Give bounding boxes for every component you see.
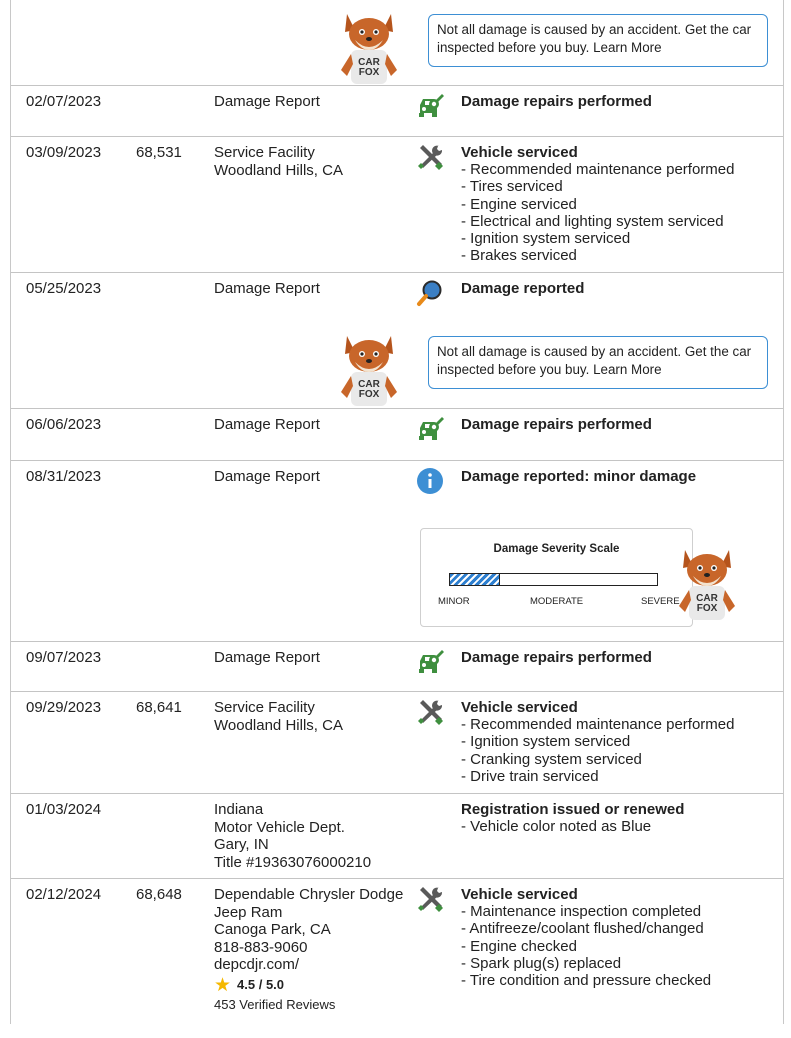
source-line: Woodland Hills, CA	[214, 161, 343, 179]
learn-more-link[interactable]: Learn More	[593, 39, 662, 55]
detail-item: - Antifreeze/coolant flushed/changed	[461, 920, 711, 937]
severity-label-severe: SEVERE	[641, 596, 680, 607]
carfox-mascot	[333, 10, 405, 86]
source-line: 818-883-9060	[214, 938, 308, 956]
record-source	[214, 93, 320, 111]
carfox-mascot	[333, 332, 405, 408]
source-line: Jeep Ram	[214, 903, 283, 921]
record-source	[214, 144, 343, 179]
inspection-callout: Not all damage is caused by an accident. Get the car inspected before you buy. Learn More	[428, 14, 768, 67]
record-date: 03/09/2023	[26, 144, 102, 161]
fox-shirt-line1: CAR	[358, 57, 380, 68]
record-date: 06/06/2023	[26, 416, 102, 433]
source-line: Motor Vehicle Dept.	[214, 818, 345, 836]
record-source	[214, 801, 371, 871]
tools-icon	[415, 884, 445, 914]
detail-item: - Brakes serviced	[461, 247, 734, 264]
detail-item: - Recommended maintenance performed	[461, 161, 734, 178]
source-line: Damage Report	[214, 280, 320, 297]
record-source	[214, 416, 320, 434]
source-line: Service Facility	[214, 699, 315, 716]
record-odometer: 68,531	[136, 144, 182, 161]
record-date: 09/07/2023	[26, 649, 102, 666]
detail-item: - Engine serviced	[461, 196, 734, 213]
car-wrench-icon	[415, 91, 445, 121]
record-title: Vehicle serviced	[461, 699, 578, 716]
source-line: Title #19363076000210	[214, 853, 372, 871]
record-title: Vehicle serviced	[461, 886, 578, 903]
detail-item: - Electrical and lighting system serviced	[461, 213, 734, 230]
source-line: Canoga Park, CA	[214, 921, 331, 938]
record-title: Damage repairs performed	[461, 416, 652, 433]
severity-bar	[449, 573, 658, 586]
star-icon: ★	[214, 974, 232, 996]
detail-item: - Recommended maintenance performed	[461, 716, 734, 733]
record-date: 08/31/2023	[26, 468, 102, 485]
record-title: Damage reported	[461, 280, 585, 297]
record-details	[461, 93, 652, 110]
record-source	[214, 280, 320, 298]
record-source	[214, 699, 343, 734]
detail-item: - Ignition system serviced	[461, 230, 734, 247]
history-row	[11, 136, 783, 273]
record-details	[461, 649, 652, 666]
fox-shirt-line2: FOX	[358, 389, 380, 400]
fox-shirt-line1: CAR	[696, 593, 718, 604]
carfox-mascot	[671, 546, 747, 642]
car-wrench-icon	[415, 414, 445, 444]
severity-bar-fill	[450, 574, 500, 585]
fox-shirt-line1: CAR	[358, 379, 380, 390]
record-title: Vehicle serviced	[461, 144, 578, 161]
rating-value: 4.5 / 5.0	[237, 977, 285, 993]
source-line: Indiana	[214, 801, 264, 818]
record-title: Damage repairs performed	[461, 649, 652, 666]
detail-item: - Tire condition and pressure checked	[461, 972, 711, 989]
record-details	[461, 416, 652, 433]
tools-icon	[415, 697, 445, 727]
source-line: Damage Report	[214, 649, 320, 666]
source-line: Damage Report	[214, 93, 320, 110]
dealer-rating[interactable]	[214, 976, 403, 995]
history-row	[11, 793, 783, 879]
record-details	[461, 144, 734, 264]
detail-item: - Ignition system serviced	[461, 733, 734, 750]
source-line: Service Facility	[214, 144, 315, 161]
record-title: Registration issued or renewed	[461, 801, 685, 818]
damage-severity-scale	[420, 528, 693, 627]
record-date: 01/03/2024	[26, 801, 102, 818]
record-details	[461, 699, 734, 785]
history-row	[11, 85, 783, 137]
record-title: Damage repairs performed	[461, 93, 652, 110]
fox-shirt-line2: FOX	[696, 603, 718, 614]
history-row	[11, 878, 783, 1038]
history-row	[11, 408, 783, 461]
record-details	[461, 280, 584, 297]
magnifier-icon	[415, 278, 445, 308]
info-icon	[415, 466, 445, 496]
source-line: Gary, IN	[214, 836, 269, 853]
record-date: 09/29/2023	[26, 699, 102, 716]
tools-icon	[415, 142, 445, 172]
detail-item: - Tires serviced	[461, 178, 734, 195]
history-row	[11, 691, 783, 794]
fox-shirt-line2: FOX	[358, 67, 380, 78]
learn-more-link[interactable]: Learn More	[593, 361, 662, 377]
record-date: 05/25/2023	[26, 280, 102, 297]
record-source	[214, 649, 320, 667]
severity-scale-title: Damage Severity Scale	[493, 543, 620, 555]
detail-item: - Spark plug(s) replaced	[461, 955, 711, 972]
inspection-callout: Not all damage is caused by an accident. Get the car inspected before you buy. Learn More	[428, 336, 768, 389]
history-row-callout-top	[11, 0, 783, 86]
severity-label-minor: MINOR	[438, 596, 470, 607]
verified-reviews-link[interactable]: 453 Verified Reviews	[214, 996, 336, 1012]
record-details	[461, 801, 684, 835]
record-date: 02/07/2023	[26, 93, 102, 110]
detail-item: - Vehicle color noted as Blue	[461, 818, 684, 835]
record-date: 02/12/2024	[26, 886, 102, 903]
detail-item: - Cranking system serviced	[461, 751, 734, 768]
car-wrench-icon	[415, 647, 445, 677]
detail-item: - Drive train serviced	[461, 768, 734, 785]
source-line: Damage Report	[214, 416, 320, 433]
history-row	[11, 272, 783, 409]
record-odometer: 68,648	[136, 886, 182, 903]
dealer-website-link[interactable]: depcdjr.com/	[214, 956, 300, 973]
vehicle-history-table	[10, 0, 784, 1024]
source-line: Woodland Hills, CA	[214, 716, 343, 734]
record-details	[461, 886, 711, 989]
detail-item: - Maintenance inspection completed	[461, 903, 711, 920]
source-line: Dependable Chrysler Dodge	[214, 886, 404, 903]
record-source	[214, 468, 320, 486]
record-source	[214, 886, 403, 1013]
detail-item: - Engine checked	[461, 938, 711, 955]
source-line: Damage Report	[214, 468, 320, 485]
record-details	[461, 468, 696, 485]
history-row	[11, 641, 783, 692]
record-title: Damage reported: minor damage	[461, 468, 697, 485]
record-odometer: 68,641	[136, 699, 182, 716]
severity-label-moderate: MODERATE	[530, 596, 584, 607]
